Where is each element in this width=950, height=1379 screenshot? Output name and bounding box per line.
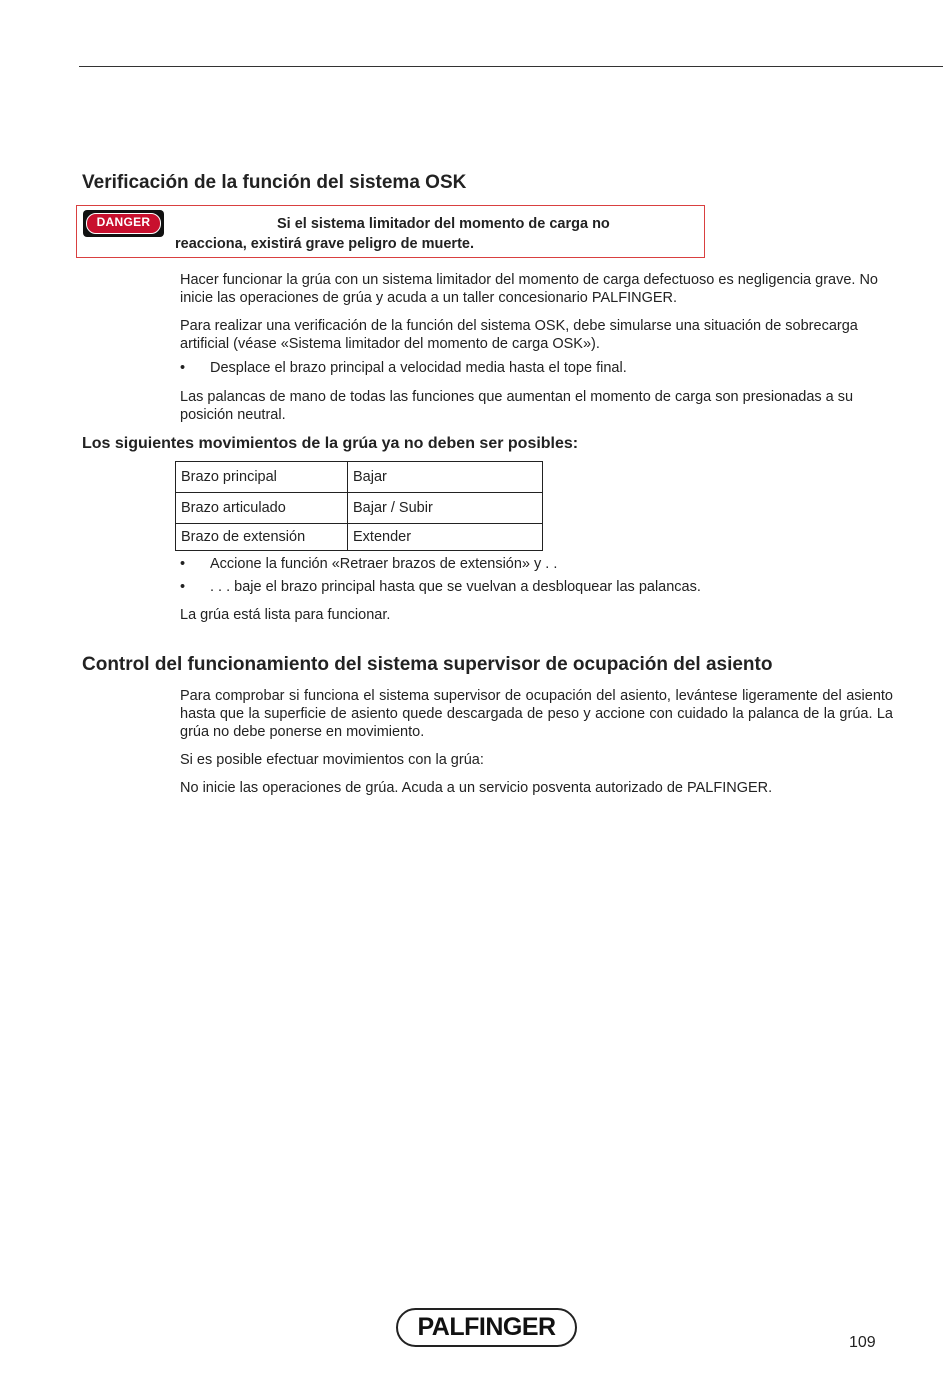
movements-subheading: Los siguientes movimientos de la grúa ya no deben ser posibles:: [82, 435, 579, 452]
paragraph: La grúa está lista para funcionar.: [180, 607, 391, 623]
movements-table: [175, 461, 543, 551]
table-cell: Extender: [348, 524, 543, 551]
bullet-text: Desplace el brazo principal a velocidad media hasta el tope final.: [210, 360, 627, 376]
bullet-symbol: •: [180, 556, 186, 572]
paragraph: Si es posible efectuar movimientos con la grúa:: [180, 752, 484, 768]
danger-text-line2: reacciona, existirá grave peligro de muerte.: [175, 236, 474, 252]
table-cell: Bajar / Subir: [348, 493, 543, 524]
bullet-text: Accione la función «Retraer brazos de extensión» y . .: [210, 556, 558, 572]
paragraph: No inicie las operaciones de grúa. Acuda a un servicio posventa autorizado de PALFINGER.: [180, 780, 773, 796]
table-cell: Brazo de extensión: [176, 524, 348, 551]
bullet-text: . . . baje el brazo principal hasta que se vuelvan a desbloquear las palancas.: [210, 579, 701, 595]
paragraph: Para realizar una verificación de la función del sistema OSK, debe simularse una situación de sobrecarga artificial (véase «Sistema limitador del momento de carga OSK»).: [180, 318, 858, 352]
table-row: [176, 524, 543, 551]
danger-text-line1: Si el sistema limitador del momento de carga no: [277, 216, 610, 232]
danger-badge: [83, 210, 164, 237]
table-cell: Brazo articulado: [176, 493, 348, 524]
section-title-seat-monitor: Control del funcionamiento del sistema supervisor de ocupación del asiento: [82, 654, 773, 675]
paragraph: Hacer funcionar la grúa con un sistema limitador del momento de carga defectuoso es negligencia grave. No inicie las operaciones de grúa y acuda a un taller concesionario PALFINGER.: [180, 272, 878, 306]
table-cell: Bajar: [348, 462, 543, 493]
table-row: [176, 462, 543, 493]
page-number: 109: [849, 1334, 876, 1351]
palfinger-logo: PALFINGER: [396, 1308, 577, 1347]
paragraph: Para comprobar si funciona el sistema supervisor de ocupación del asiento, levántese ligeramente del asiento hasta que la superficie de asiento quede descargada de peso y accione con cuidado la palanca de la grúa. La grúa no debe ponerse en movimiento.: [180, 688, 893, 740]
header-rule: [79, 66, 943, 67]
danger-notice: [76, 205, 705, 258]
table-cell: Brazo principal: [176, 462, 348, 493]
bullet-symbol: •: [180, 360, 186, 376]
paragraph: Las palancas de mano de todas las funciones que aumentan el momento de carga son presionadas a su posición neutral.: [180, 389, 854, 423]
bullet-symbol: •: [180, 579, 186, 595]
danger-badge-label: DANGER: [86, 213, 161, 234]
section-title-osk: Verificación de la función del sistema OSK: [82, 172, 467, 193]
table-row: [176, 493, 543, 524]
